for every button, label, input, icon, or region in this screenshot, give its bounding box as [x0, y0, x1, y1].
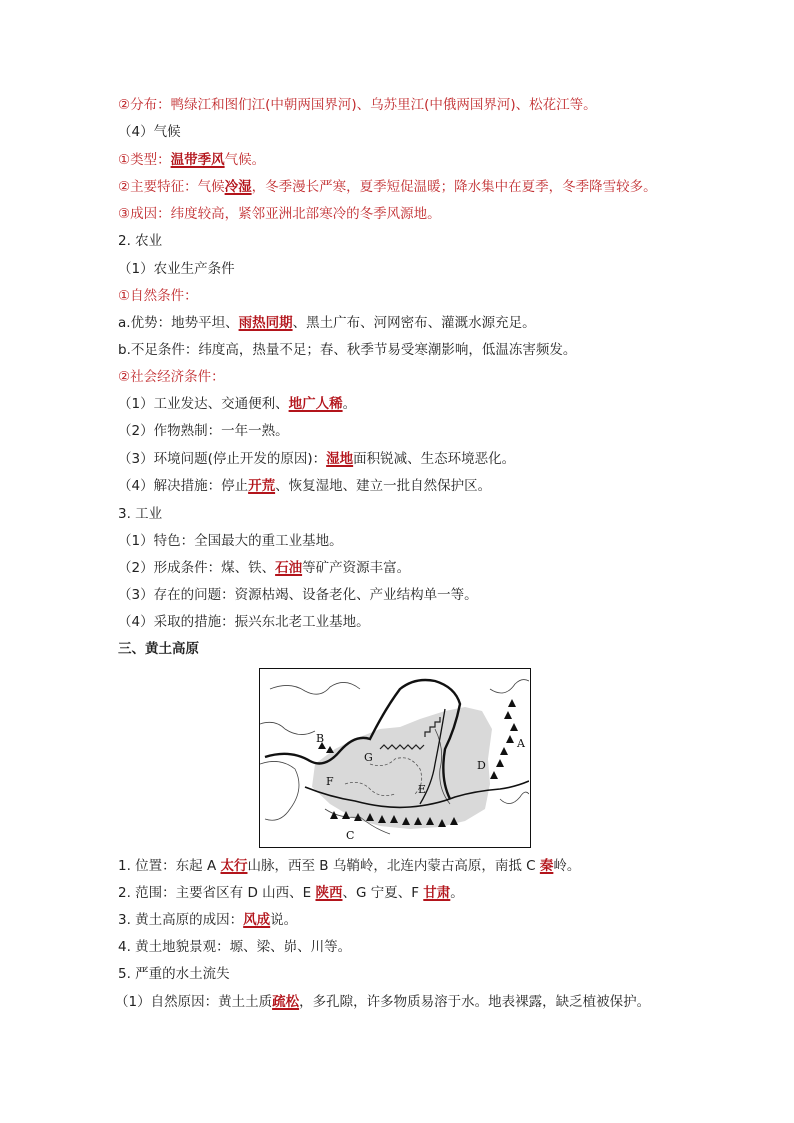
text-line-22: [118, 857, 580, 875]
highlighted-term: 太行: [220, 858, 248, 874]
text-segment: 、G 宁夏、F: [342, 885, 424, 901]
text-segment: 3. 工业: [118, 506, 163, 522]
highlighted-term: 开荒: [248, 478, 276, 494]
highlighted-term: 湿地: [326, 451, 354, 467]
text-line-24: [118, 911, 297, 929]
text-segment: 说。: [270, 912, 298, 928]
text-line-4: [118, 178, 657, 196]
highlighted-term: 甘肃: [423, 885, 451, 901]
text-line-10: [118, 341, 576, 359]
text-line-15: [118, 477, 491, 495]
text-segment: 气候。: [224, 152, 266, 168]
text-segment: a.优势：地势平坦、: [118, 315, 239, 331]
text-segment: （1）特色：全国最大的重工业基地。: [118, 533, 343, 549]
text-segment: ②分布：鸭绿江和图们江(中朝两国界河)、乌苏里江(中俄两国界河)、松花江等。: [118, 97, 597, 113]
text-segment: 。: [450, 885, 464, 901]
text-segment: 3. 黄土高原的成因：: [118, 912, 244, 928]
text-segment: ②主要特征：气候: [118, 179, 225, 195]
highlighted-term: 地广人稀: [288, 396, 343, 412]
text-line-16: [118, 505, 162, 523]
text-segment: （4）采取的措施：振兴东北老工业基地。: [118, 614, 370, 630]
text-line-5: [118, 205, 441, 223]
text-line-17: [118, 532, 343, 550]
taihang-mountains: [490, 699, 518, 779]
text-segment: （2）形成条件：煤、铁、: [118, 560, 276, 576]
map-label-d: D: [477, 759, 486, 772]
text-segment: 5. 严重的水土流失: [118, 966, 230, 982]
highlighted-term: 风成: [243, 912, 271, 928]
text-segment: （2）作物熟制：一年一熟。: [118, 423, 289, 439]
text-segment: 。: [342, 396, 357, 412]
text-line-23: [118, 884, 464, 902]
text-segment: ①类型：: [118, 152, 171, 168]
text-line-8: [118, 287, 198, 305]
loess-area: [312, 707, 492, 829]
highlighted-term: 疏松: [272, 994, 300, 1010]
text-segment: （3）存在的问题：资源枯竭、设备老化、产业结构单一等。: [118, 587, 478, 603]
map-label-e: E: [418, 783, 427, 796]
text-segment: （1）农业生产条件: [118, 261, 235, 277]
text-line-3: [118, 151, 265, 169]
text-segment: 面积锐减、生态环境恶化。: [353, 451, 516, 467]
text-line-20: [118, 613, 370, 631]
map-label-b: B: [316, 732, 325, 745]
text-line-1: [118, 96, 597, 114]
text-segment: ①自然条件：: [118, 288, 198, 304]
text-segment: 、黑土广布、河网密布、灌溉水源充足。: [292, 315, 536, 331]
text-segment: （3）环境问题(停止开发的原因)：: [118, 451, 327, 467]
text-line-6: [118, 232, 162, 250]
text-segment: （4）解决措施：停止: [118, 478, 249, 494]
text-line-2: [118, 123, 181, 141]
highlighted-term: 雨热同期: [238, 315, 293, 331]
text-segment: ，冬季漫长严寒，夏季短促温暖；降水集中在夏季，冬季降雪较多。: [251, 179, 657, 195]
text-segment: 三、黄土高原: [118, 641, 199, 657]
text-line-18: [118, 559, 410, 577]
text-segment: 2. 范围：主要省区有 D 山西、E: [118, 885, 316, 901]
highlighted-term: 石油: [275, 560, 303, 576]
highlighted-term: 冷湿: [224, 179, 252, 195]
map-svg: [260, 669, 529, 846]
text-segment: （4）气候: [118, 124, 181, 140]
highlighted-term: 温带季风: [170, 152, 225, 168]
text-segment: ③成因：纬度较高，紧邻亚洲北部寒冷的冬季风源地。: [118, 206, 441, 222]
map-label-a: A: [517, 737, 525, 750]
text-line-19: [118, 586, 478, 604]
map-label-c: C: [346, 829, 355, 842]
highlighted-term: 秦: [539, 858, 554, 874]
text-segment: （1）自然原因：黄土土质: [115, 994, 273, 1010]
text-segment: ，多孔隙，许多物质易溶于水。地表裸露，缺乏植被保护。: [299, 994, 651, 1010]
text-line-27: [115, 993, 650, 1011]
text-line-26: [118, 965, 230, 983]
text-segment: （1）工业发达、交通便利、: [118, 396, 289, 412]
text-segment: 岭。: [553, 858, 581, 874]
text-segment: 1. 位置：东起 A: [118, 858, 221, 874]
text-segment: 山脉，西至 B 乌鞘岭，北连内蒙古高原，南抵 C: [247, 858, 540, 874]
text-segment: 4. 黄土地貌景观：塬、梁、峁、川等。: [118, 939, 352, 955]
map-label-f: F: [326, 775, 334, 788]
text-line-13: [118, 422, 289, 440]
text-line-21: [118, 640, 199, 658]
map-label-g: G: [364, 751, 373, 764]
loess-plateau-map: [259, 668, 531, 848]
text-segment: ②社会经济条件：: [118, 369, 225, 385]
highlighted-term: 陕西: [315, 885, 343, 901]
text-segment: 2. 农业: [118, 233, 163, 249]
text-line-25: [118, 938, 351, 956]
text-line-9: [118, 314, 536, 332]
text-line-12: [118, 395, 356, 413]
text-segment: 等矿产资源丰富。: [302, 560, 411, 576]
text-line-11: [118, 368, 225, 386]
text-line-14: [118, 450, 515, 468]
text-line-7: [118, 260, 235, 278]
text-segment: 、恢复湿地、建立一批自然保护区。: [275, 478, 492, 494]
text-segment: b.不足条件：纬度高，热量不足；春、秋季节易受寒潮影响，低温冻害频发。: [118, 342, 577, 358]
